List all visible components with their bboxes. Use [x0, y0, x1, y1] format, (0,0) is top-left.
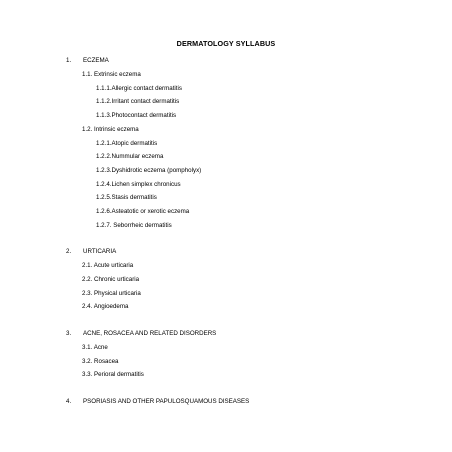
section-heading: URTICARIA — [83, 248, 117, 255]
list-item: 3.1. Acne — [82, 344, 108, 351]
list-item: 2.4. Angioedema — [82, 303, 129, 310]
section-number: 4. — [66, 398, 72, 405]
list-item: 2.2. Chronic urticaria — [82, 276, 140, 283]
list-item: 1.2.4.Lichen simplex chronicus — [96, 181, 181, 188]
list-item: 3.2. Rosacea — [82, 358, 119, 365]
subsection-heading: 1.2. Intrinsic eczema — [82, 126, 139, 133]
list-item: 1.2.1.Atopic dermatitis — [96, 140, 158, 147]
section-heading: ECZEMA — [83, 57, 109, 64]
list-item: 1.2.7. Seborrheic dermatitis — [96, 222, 172, 229]
section-number: 3. — [66, 330, 72, 337]
list-item: 1.1.3.Photocontact dermatitis — [96, 112, 177, 119]
list-item: 2.1. Acute urticaria — [82, 262, 134, 269]
subsection-heading: 1.1. Extrinsic eczema — [82, 71, 141, 78]
page-title: DERMATOLOGY SYLLABUS — [176, 39, 276, 48]
section-heading: PSORIASIS AND OTHER PAPULOSQUAMOUS DISEASES — [83, 398, 250, 405]
list-item: 1.1.1.Allergic contact dermatitis — [96, 85, 182, 92]
list-item: 1.2.5.Stasis dermatitis — [96, 194, 157, 201]
list-item: 2.3. Physical urticaria — [82, 290, 141, 297]
list-item: 1.1.2.Irritant contact dermatitis — [96, 98, 180, 105]
list-item: 1.2.3.Dyshidrotic eczema (pompholyx) — [96, 167, 202, 174]
section-number: 2. — [66, 248, 72, 255]
section-number: 1. — [66, 57, 72, 64]
list-item: 1.2.6.Asteatotic or xerotic eczema — [96, 208, 190, 215]
section-heading: ACNE, ROSACEA AND RELATED DISORDERS — [83, 330, 217, 337]
list-item: 1.2.2.Nummular eczema — [96, 153, 164, 160]
list-item: 3.3. Perioral dermatitis — [82, 371, 144, 378]
